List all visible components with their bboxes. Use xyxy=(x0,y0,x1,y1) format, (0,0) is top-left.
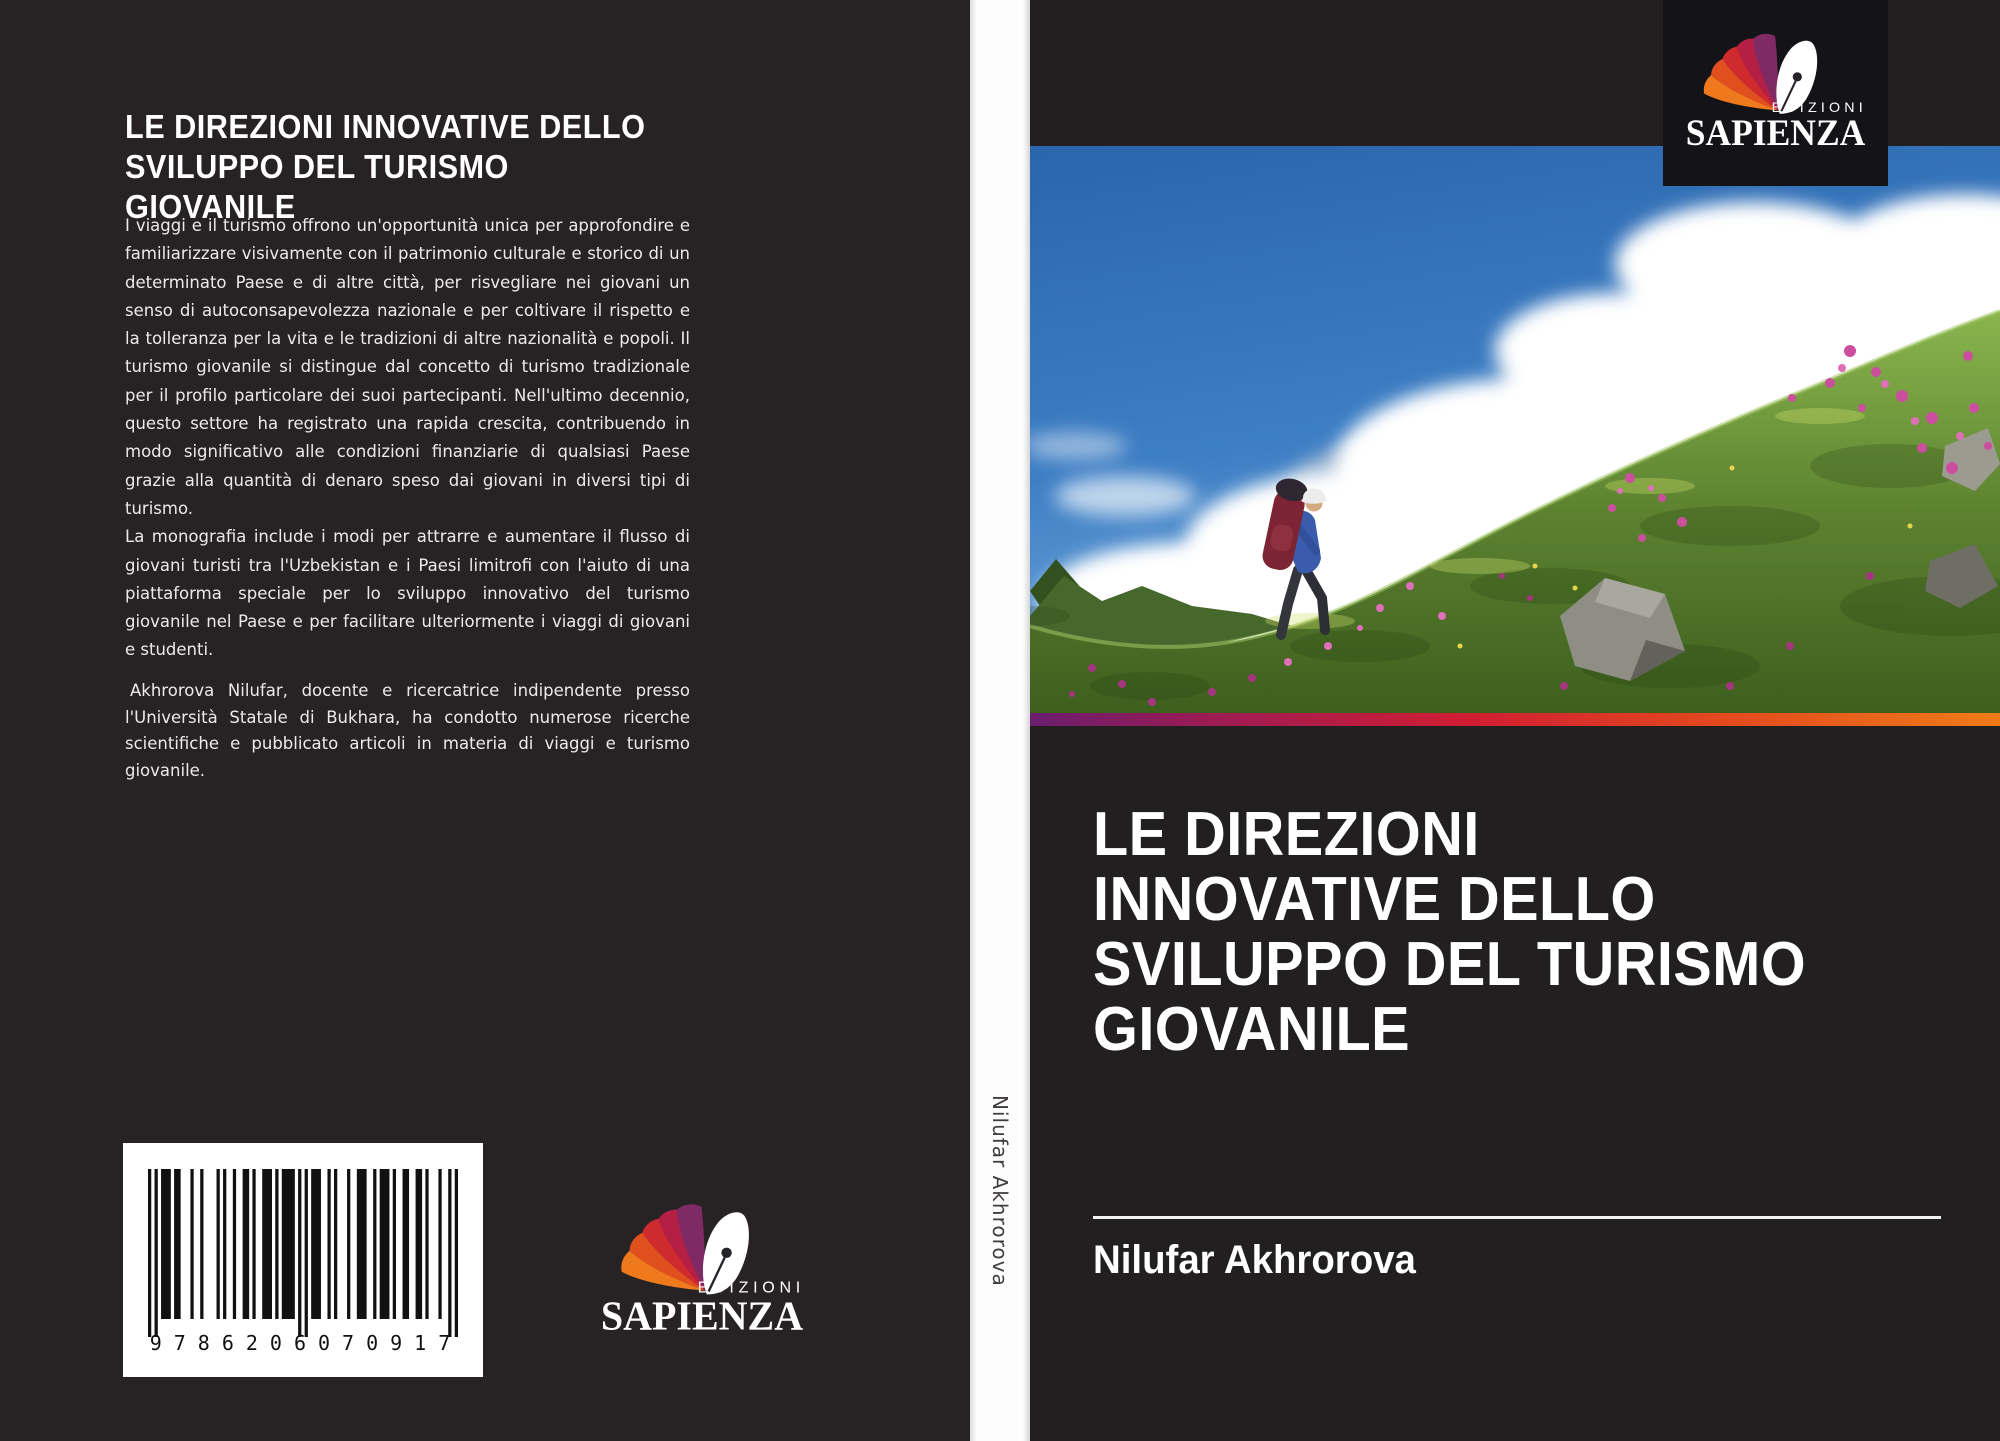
accent-gradient-strip xyxy=(1030,713,2000,726)
barcode-bars xyxy=(148,1169,458,1339)
spine-author-name: Nilufar Akhrorova xyxy=(988,1095,1012,1287)
back-title-line: LE DIREZIONI INNOVATIVE DELLO xyxy=(125,108,646,146)
publisher-logo-front xyxy=(1679,28,1872,150)
front-title xyxy=(1093,799,1930,1064)
back-synopsis xyxy=(125,212,690,665)
back-title-line: GIOVANILE xyxy=(125,188,296,226)
front-title-line: INNOVATIVE DELLO xyxy=(1093,864,1656,934)
spine xyxy=(970,0,1030,1441)
cover-photo xyxy=(1030,146,2000,714)
synopsis-paragraph: La monografia include i modi per attrarre e aumentare il flusso di giovani turisti tra l'Uzbekistan e i Paesi limitrofi con l'aiuto di una piattaforma speciale per lo sviluppo innovativo del turismo giovanile nel Paese e per facilitare ulteriormente i viaggi di giovani e studenti. xyxy=(125,527,690,660)
barcode xyxy=(123,1143,483,1377)
front-cover xyxy=(1030,0,2000,1441)
publisher-logo-back xyxy=(593,1198,811,1335)
back-cover xyxy=(0,0,970,1441)
publisher-logo-box xyxy=(1663,0,1888,186)
author-bio: Akhrorova Nilufar, docente e ricercatrice indipendente presso l'Università Statale di Bukhara, ha condotto numerose ricerche scientifiche e pubblicato articoli in materia di viaggi e turismo giovanile. xyxy=(125,681,690,780)
author-rule xyxy=(1093,1216,1941,1219)
front-title-line: LE DIREZIONI xyxy=(1093,799,1480,869)
back-title-line: SVILUPPO DEL TURISMO xyxy=(125,148,509,186)
isbn-digits: 9786206070917 xyxy=(149,1331,463,1355)
back-title xyxy=(125,107,702,227)
synopsis-paragraph: I viaggi e il turismo offrono un'opportunità unica per approfondire e familiarizzare visivamente con il patrimonio culturale e storico di un determinato Paese e di altre città, per risvegliare nei giovani un senso di autoconsapevolezza nazionale e per coltivare il rispetto e la tolleranza per la vita e le tradizioni di altre nazionalità e popoli. Il turismo giovanile si distingue dal concetto di turismo tradizionale per il profilo particolare dei suoi partecipanti. Nell'ultimo decennio, questo settore ha registrato una rapida crescita, contribuendo in modo significativo alle condizioni finanziarie di qualsiasi Paese grazie alla quantità di denaro speso dai giovani in diversi tipi di turismo. xyxy=(125,216,690,518)
front-author-name: Nilufar Akhrorova xyxy=(1093,1238,1416,1282)
front-title-line: GIOVANILE xyxy=(1093,994,1411,1064)
front-title-line: SVILUPPO DEL TURISMO xyxy=(1093,929,1807,999)
